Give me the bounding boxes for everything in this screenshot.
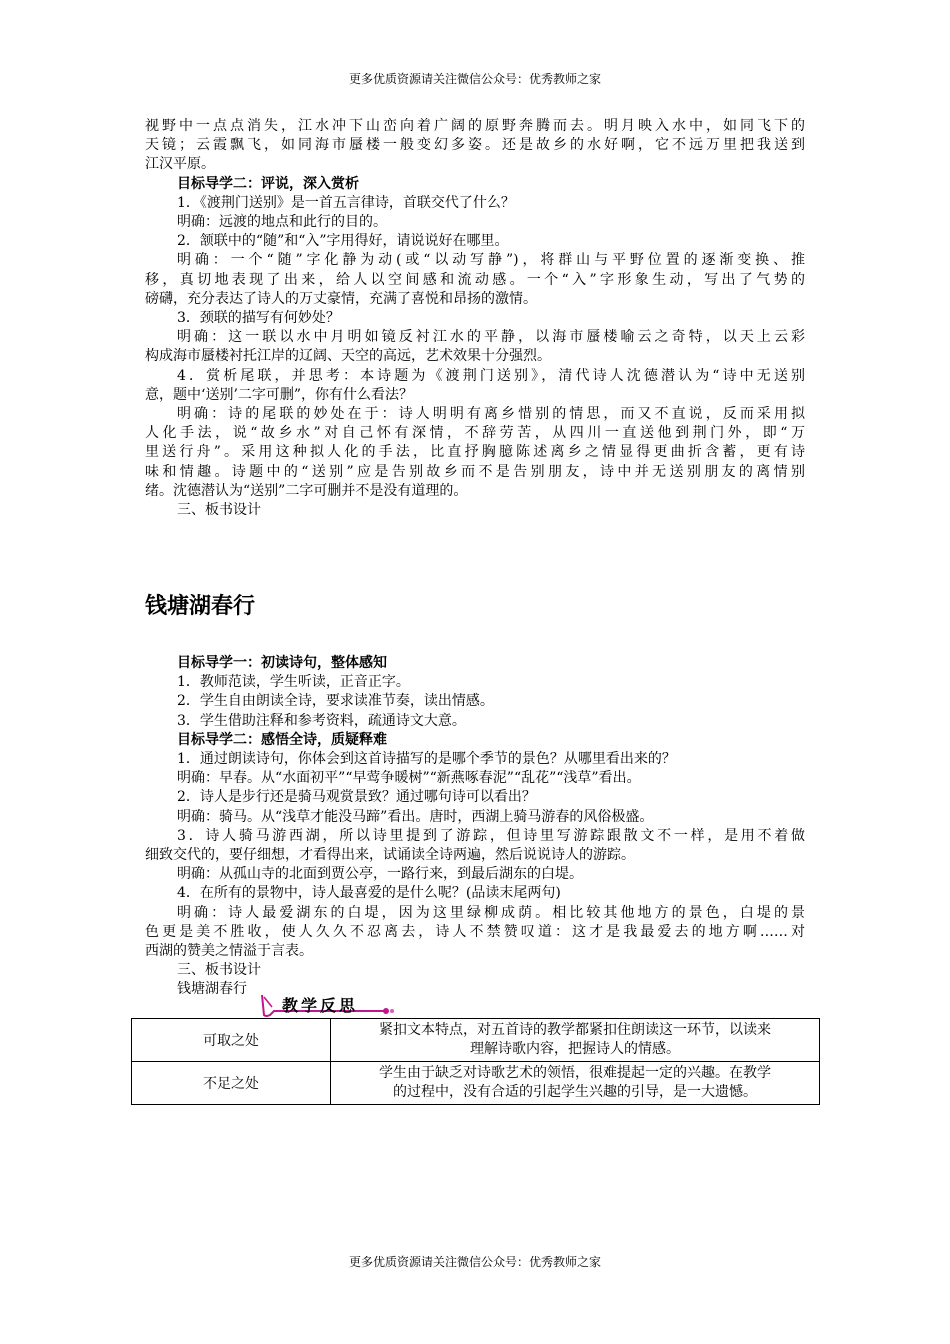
answer-line: 明确：一个“随”字化静为动(或“以动写静”)，将群山与平野位置的逐渐变换、推 <box>177 252 805 269</box>
row-content-line: 的过程中，没有合适的引起学生兴趣的引导，是一大遗憾。 <box>393 1084 757 1100</box>
question-line: 4．赏析尾联，并思考：本诗题为《渡荆门送别》，清代诗人沈德潜认为“诗中无送别 <box>177 367 805 384</box>
row-content-line: 学生由于缺乏对诗歌艺术的领悟，很难提起一定的兴趣。在教学 <box>379 1065 771 1081</box>
question: 3．颈联的描写有何妙处？ <box>177 310 340 327</box>
answer-line: 构成海市蜃楼衬托江岸的辽阔、天空的高远，艺术效果十分强烈。 <box>145 348 551 365</box>
board-design-heading: 三、板书设计 <box>177 962 261 979</box>
section-qiantanghu <box>145 654 805 1000</box>
section-heading: 目标导学二：感悟全诗，质疑释难 <box>177 731 387 748</box>
table-row <box>132 1019 820 1062</box>
question: 2．诗人是步行还是骑马观赏景致？通过哪句诗可以看出？ <box>177 789 536 806</box>
answer: 明确：从孤山寺的北面到贾公亭，一路行来，到最后湖东的白堤。 <box>177 866 583 883</box>
question: 1．通过朗读诗句，你体会到这首诗描写的是哪个季节的景色？从哪里看出来的？ <box>177 751 676 768</box>
row-content <box>331 1019 820 1062</box>
question: 1．《渡荆门送别》是一首五言律诗，首联交代了什么？ <box>177 194 515 211</box>
intro-line: 江汉平原。 <box>145 156 215 173</box>
answer: 明确：远渡的地点和此行的目的。 <box>177 214 387 231</box>
answer-line: 移，真切地表现了出来，给人以空间感和流动感。一个“入”字形象生动，写出了气势的 <box>145 271 805 288</box>
answer-line: 里送行舟”。采用这种拟人化的手法，比直抒胸臆陈述离乡之情显得更曲折含蓄，更有诗 <box>145 444 805 461</box>
intro-line: 视野中一点点消失，江水冲下山峦向着广阔的原野奔腾而去。明月映入水中，如同飞下的 <box>145 118 805 134</box>
row-content-line: 紧扣文本特点，对五首诗的教学都紧扣住朗读这一环节，以读来 <box>379 1022 771 1038</box>
question: 4．在所有的景物中，诗人最喜爱的是什么呢？(品读末尾两句) <box>177 885 561 902</box>
step: 3．学生借助注释和参考资料，疏通诗文大意。 <box>177 712 466 729</box>
intro-line: 天镜；云霞飘飞，如同海市蜃楼一般变幻多姿。还是故乡的水好啊，它不远万里把我送到 <box>145 137 805 154</box>
question-line: 细致交代的，要仔细想，才看得出来，试诵读全诗两遍，然后说说诗人的游踪。 <box>145 847 635 864</box>
page-header: 更多优质资源请关注微信公众号：优秀教师之家 <box>348 72 601 86</box>
answer-line: 明确：这一联以水中月明如镜反衬江水的平静，以海市蜃楼喻云之奇特，以天上云彩 <box>177 329 805 346</box>
reflection-banner-label: 教学反思 <box>282 996 359 1015</box>
question-line: 3．诗人骑马游西湖，所以诗里提到了游踪，但诗里写游踪跟散文不一样，是用不着做 <box>177 827 805 844</box>
question-line: 意，题中‘送别’二字可删”，你有什么看法？ <box>145 386 414 403</box>
table-row <box>132 1062 820 1105</box>
answer-line: 明确：诗人最爱湖东的白堤，因为这里绿柳成荫。相比较其他地方的景色，白堤的景 <box>177 904 805 921</box>
page-footer: 更多优质资源请关注微信公众号：优秀教师之家 <box>348 1255 601 1269</box>
answer-line: 磅礴，充分表达了诗人的万丈豪情，充满了喜悦和昂扬的激情。 <box>145 290 537 307</box>
row-label: 不足之处 <box>132 1062 331 1105</box>
row-content <box>331 1062 820 1105</box>
board-title: 钱塘湖春行 <box>177 981 247 998</box>
answer: 明确：早春。从“水面初平”“早莺争暖树”“新燕啄春泥”“乱花”“浅草”看出。 <box>177 770 641 787</box>
answer-line: 明确：诗的尾联的妙处在于：诗人明明有离乡惜别的情思，而又不直说，反而采用拟 <box>177 406 805 423</box>
reflection-table <box>131 1018 820 1105</box>
row-label: 可取之处 <box>132 1019 331 1062</box>
answer-line: 味和情趣。诗题中的“送别”应是告别故乡而不是告别朋友，诗中并无送别朋友的离情别 <box>145 463 805 480</box>
answer-line: 西湖的赞美之情溢于言表。 <box>145 943 313 960</box>
row-content-line: 理解诗歌内容，把握诗人的情感。 <box>470 1041 680 1057</box>
step: 1．教师范读，学生听读，正音正字。 <box>177 674 410 691</box>
answer-line: 绪。沈德潜认为“送别”二字可删并不是没有道理的。 <box>145 482 468 499</box>
section-heading: 目标导学一：初读诗句，整体感知 <box>177 655 387 671</box>
step: 2．学生自由朗读全诗，要求读准节奏，读出情感。 <box>177 693 494 710</box>
answer-line: 色更是美不胜收，使人久久不忍离去，诗人不禁赞叹道：这才是我最爱去的地方啊……对 <box>145 923 805 940</box>
board-design-heading: 三、板书设计 <box>177 502 261 519</box>
question: 2．颔联中的“随”和“入”字用得好，请说说好在哪里。 <box>177 233 509 250</box>
section-dujingmen <box>145 117 805 520</box>
answer-line: 人化手法，说“故乡水”对自己怀有深情，不辞劳苦，从四川一直送他到荆门外，即“万 <box>145 425 805 442</box>
answer: 明确：骑马。从“浅草才能没马蹄”看出。唐时，西湖上骑马游春的风俗极盛。 <box>177 808 654 825</box>
section-heading: 目标导学二：评说，深入赏析 <box>177 175 359 192</box>
lesson-title: 钱塘湖春行 <box>145 594 256 619</box>
